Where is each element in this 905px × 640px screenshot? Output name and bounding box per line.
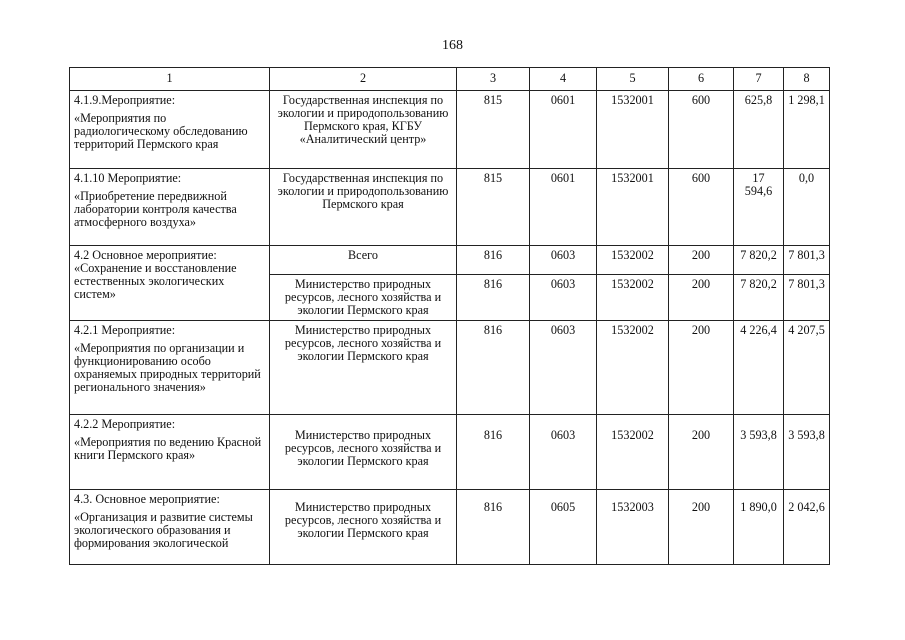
cell-col4: 0605 — [530, 490, 597, 565]
col-header-7: 7 — [734, 68, 784, 91]
cell-col5: 1532002 — [597, 321, 669, 415]
cell-col3: 816 — [457, 321, 530, 415]
cell-col8: 0,0 — [784, 169, 830, 246]
activity-title: 4.2 Основное мероприятие: — [74, 248, 217, 262]
activity-cell — [70, 415, 270, 490]
table-row — [70, 321, 830, 415]
activity-cell — [70, 91, 270, 169]
cell-col5: 1532001 — [597, 91, 669, 169]
executor-cell: Министерство природных ресурсов, лесного хозяйства и экологии Пермского края — [270, 490, 457, 565]
activity-description: «Мероприятия по радиологическому обследованию территорий Пермского края — [74, 111, 248, 151]
cell-col3: 816 — [457, 415, 530, 490]
cell-col4: 0603 — [530, 321, 597, 415]
activity-title: 4.2.2 Мероприятие: — [74, 417, 176, 431]
cell-col7: 17 594,6 — [734, 169, 784, 246]
activity-title: 4.1.10 Мероприятие: — [74, 171, 182, 185]
cell-col4: 0603 — [530, 246, 597, 275]
activity-cell — [70, 490, 270, 565]
activity-title: 4.1.9.Мероприятие: — [74, 93, 176, 107]
cell-col8: 2 042,6 — [784, 490, 830, 565]
cell-col4: 0601 — [530, 91, 597, 169]
col-header-4: 4 — [530, 68, 597, 91]
cell-col6: 600 — [669, 91, 734, 169]
table-row — [70, 490, 830, 565]
cell-col5: 1532002 — [597, 246, 669, 275]
cell-col6: 200 — [669, 246, 734, 275]
cell-col7: 7 820,2 — [734, 246, 784, 275]
cell-col6: 200 — [669, 275, 734, 321]
executor-cell: Министерство природных ресурсов, лесного хозяйства и экологии Пермского края — [270, 275, 457, 321]
activity-description: «Приобретение передвижной лаборатории контроля качества атмосферного воздуха» — [74, 189, 237, 229]
cell-col8: 7 801,3 — [784, 246, 830, 275]
cell-col8: 7 801,3 — [784, 275, 830, 321]
col-header-3: 3 — [457, 68, 530, 91]
cell-col3: 816 — [457, 246, 530, 275]
cell-col5: 1532002 — [597, 415, 669, 490]
activity-cell — [70, 169, 270, 246]
activity-description: «Мероприятия по организации и функционированию особо охраняемых природных территорий регионального значения» — [74, 341, 261, 394]
cell-col3: 815 — [457, 91, 530, 169]
cell-col7: 4 226,4 — [734, 321, 784, 415]
cell-col4: 0601 — [530, 169, 597, 246]
activity-cell — [70, 321, 270, 415]
activity-title: 4.2.1 Мероприятие: — [74, 323, 176, 337]
table-row — [70, 246, 830, 275]
executor-cell: Государственная инспекция по экологии и природопользованию Пермского края — [270, 169, 457, 246]
col-header-2: 2 — [270, 68, 457, 91]
table-row — [70, 169, 830, 246]
table-row — [70, 91, 830, 169]
cell-col7: 625,8 — [734, 91, 784, 169]
cell-col6: 600 — [669, 169, 734, 246]
cell-col8: 1 298,1 — [784, 91, 830, 169]
cell-col5: 1532001 — [597, 169, 669, 246]
cell-col7: 3 593,8 — [734, 415, 784, 490]
col-header-5: 5 — [597, 68, 669, 91]
activity-title: 4.3. Основное мероприятие: — [74, 492, 220, 506]
cell-col6: 200 — [669, 490, 734, 565]
activity-description: «Мероприятия по ведению Красной книги Пермского края» — [74, 435, 262, 462]
cell-col4: 0603 — [530, 415, 597, 490]
cell-col7: 7 820,2 — [734, 275, 784, 321]
cell-col6: 200 — [669, 321, 734, 415]
header-row — [70, 68, 830, 91]
cell-col8: 3 593,8 — [784, 415, 830, 490]
cell-col7: 1 890,0 — [734, 490, 784, 565]
page-number: 168 — [442, 38, 463, 53]
executor-cell: Государственная инспекция по экологии и природопользованию Пермского края, КГБУ «Аналитический центр» — [270, 91, 457, 169]
activity-description: «Организация и развитие системы экологического образования и формирования экологической — [74, 510, 253, 550]
budget-table — [69, 67, 830, 565]
col-header-8: 8 — [784, 68, 830, 91]
table-row — [70, 415, 830, 490]
activity-cell — [70, 246, 270, 321]
executor-cell: Министерство природных ресурсов, лесного хозяйства и экологии Пермского края — [270, 321, 457, 415]
cell-col5: 1532003 — [597, 490, 669, 565]
cell-col3: 816 — [457, 490, 530, 565]
cell-col6: 200 — [669, 415, 734, 490]
executor-cell-total: Всего — [270, 246, 457, 275]
col-header-1: 1 — [70, 68, 270, 91]
cell-col3: 815 — [457, 169, 530, 246]
cell-col5: 1532002 — [597, 275, 669, 321]
cell-col4: 0603 — [530, 275, 597, 321]
col-header-6: 6 — [669, 68, 734, 91]
cell-col3: 816 — [457, 275, 530, 321]
executor-cell: Министерство природных ресурсов, лесного хозяйства и экологии Пермского края — [270, 415, 457, 490]
activity-description: «Сохранение и восстановление естественных экологических систем» — [74, 261, 237, 301]
cell-col8: 4 207,5 — [784, 321, 830, 415]
